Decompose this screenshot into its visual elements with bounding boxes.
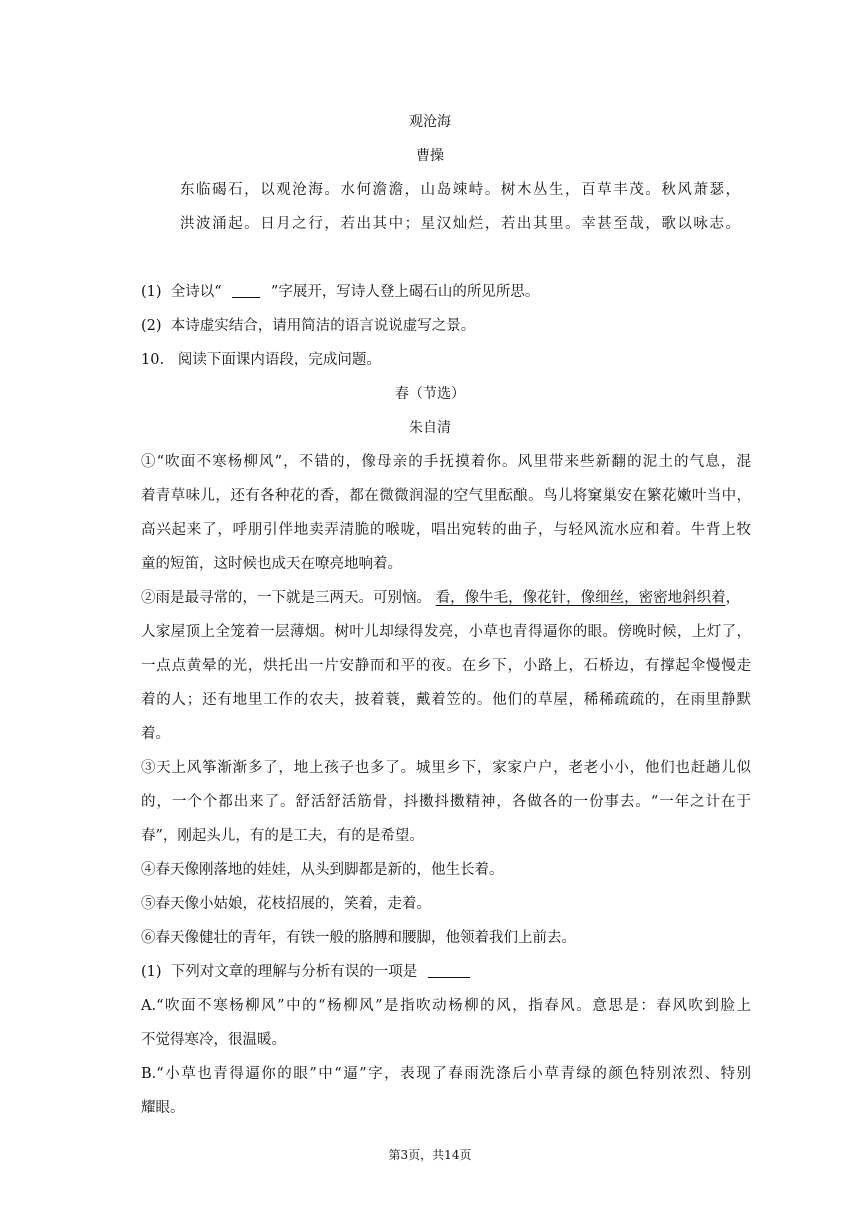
passage-line: 童的短笛，这时候也成天在嘹亮地响着。 [141, 556, 402, 572]
q10-sub1 [141, 962, 751, 982]
passage-line: ①“吹面不寒杨柳风”，不错的，像母亲的手抚摸着你。风里带来些新翻的泥土的气息，混 [141, 454, 751, 470]
answer-blank[interactable] [428, 963, 470, 978]
passage-line: ③天上风筝渐渐多了，地上孩子也多了。城里乡下，家家户户，老老小小，他们也赶趟儿似 [141, 760, 751, 776]
option-a-line: A.“吹面不寒杨柳风”中的“杨柳风”是指吹动杨柳的风，指春风。意思是：春风吹到脸上 [141, 998, 751, 1014]
poem-title: 观沧海 [409, 114, 451, 130]
passage-line: 着的人；还有地里工作的农夫，披着蓑，戴着笠的。他们的草屋，稀稀疏疏的，在雨里静默 [141, 692, 751, 708]
underlined-sentence: 看，像牛毛，像花针，像细丝，密密地斜织着 [435, 590, 726, 606]
q9-sub1-pre: 全诗以“ [170, 284, 222, 300]
q9-sub1 [141, 282, 751, 302]
option-a-line: 不觉得寒冷，很温暖。 [141, 1032, 286, 1048]
passage-text: ②雨是最寻常的，一下就是三两天。可别恼。 [141, 590, 431, 606]
q10-sub1-text: 下列对文章的理解与分析有误的一项是 [170, 964, 418, 980]
passage-line: 人家屋顶上全笼着一层薄烟。树叶儿却绿得发亮，小草也青得逼你的眼。傍晚时候，上灯了， [141, 624, 751, 640]
q9-sub2-text: 本诗虚实结合，请用简洁的语言说说虚写之景。 [170, 318, 476, 334]
passage-line: ④春天像刚落地的娃娃，从头到脚都是新的，他生长着。 [141, 862, 504, 878]
passage-line: ⑥春天像健壮的青年，有铁一般的胳膊和腰脚，他领着我们上前去。 [141, 930, 576, 946]
answer-blank[interactable] [232, 283, 260, 298]
passage-line: ⑤春天像小姑娘，花枝招展的，笑着，走着。 [141, 896, 431, 912]
q10-header [141, 350, 751, 370]
poem-line: 洪波涌起。日月之行，若出其中；星汉灿烂，若出其里。幸甚至哉，歌以咏志。 [180, 216, 740, 232]
passage-line: 着。 [141, 726, 170, 742]
passage-line: 一点点黄晕的光，烘托出一片安静而和平的夜。在乡下，小路上，石桥边，有撑起伞慢慢走 [141, 658, 751, 674]
passage-line: 着青草味儿，还有各种花的香，都在微微润湿的空气里酝酿。鸟儿将窠巢安在繁花嫩叶当中， [141, 488, 751, 504]
option-b-line: B.“小草也青得逼你的眼”中“逼”字，表现了春雨洗涤后小草青绿的颜色特别浓烈、特别 [141, 1066, 751, 1082]
passage-text: ， [725, 590, 741, 606]
option-b-line: 耀眼。 [141, 1100, 185, 1116]
passage-title: 春（节选） [395, 386, 465, 402]
q9-sub2-number: (2) [141, 318, 162, 334]
q9-sub2 [141, 316, 751, 336]
q10-sub1-number: (1) [141, 964, 162, 980]
passage-line: 春”，刚起头儿，有的是工夫，有的是希望。 [141, 828, 424, 844]
q10-prompt: 阅读下面课内语段，完成问题。 [177, 352, 381, 368]
q9-sub1-number: (1) [141, 284, 162, 300]
q10-number: 10. [141, 352, 165, 368]
poem-line: 东临碣石，以观沧海。水何澹澹，山岛竦峙。树木丛生，百草丰茂。秋风萧瑟， [180, 182, 740, 198]
poem-author: 曹操 [416, 148, 444, 164]
passage-author: 朱自清 [409, 420, 451, 436]
page-footer: 第3页，共14页 [388, 1148, 472, 1162]
passage-line [141, 588, 751, 608]
q9-sub1-post: ”字展开，写诗人登上碣石山的所见所思。 [270, 284, 540, 300]
passage-line: 高兴起来了，呼朋引伴地卖弄清脆的喉咙，唱出宛转的曲子，与轻风流水应和着。牛背上牧 [141, 522, 751, 538]
passage-line: 的，一个个都出来了。舒活舒活筋骨，抖擞抖擞精神，各做各的一份事去。“一年之计在于 [141, 794, 751, 810]
